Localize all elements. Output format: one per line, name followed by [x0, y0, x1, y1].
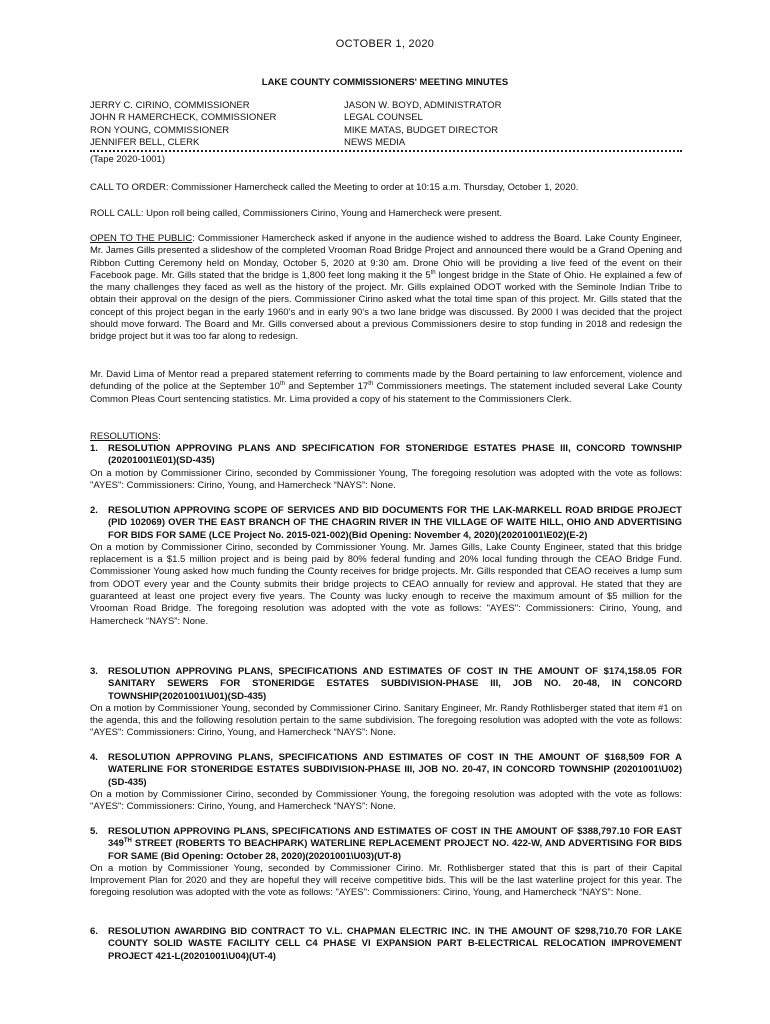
resolution-title: RESOLUTION APPROVING PLANS, SPECIFICATIONS AND ESTIMATES OF COST IN THE AMOUNT OF $168,509 FOR A WATERLINE FOR STONERIDGE ESTATES SUBDIVISION-PHASE III, JOB NO. 20-47, IN CONCORD TOWNSHIP (20201001\U02)(SD-435) — [108, 752, 682, 788]
resolution-body: On a motion by Commissioner Young, seconded by Commissioner Cirino. Mr. Rothlisberger stated that this is part of their Capital Improvement Plan for 2020 and they are hopeful they will receive competitive bids. This will be the last waterline project for this year. The foregoing resolution was adopted with the vote as follows: "AYES": Commissioners: Cirino, Young, and Hamercheck “NAYS”: None. — [90, 862, 682, 899]
resolution-number: 3. — [90, 666, 98, 677]
comment-text: Commissioners meetings. The statement included several Lake County Common Pleas Court sentencing statistics. Mr. Lima provided a copy of his statement to the Commissioners Clerk. — [90, 381, 683, 405]
resolution-body: On a motion by Commissioner Cirino, seconded by Commissioner Young, the foregoing resolution was adopted with the vote as follows: "AYES": Commissioners: Cirino, Young, and Hamercheck “NAYS”: None. — [90, 788, 682, 813]
resolution-number: 5. — [90, 826, 98, 837]
attendee: JENNIFER BELL, CLERK — [90, 136, 200, 148]
ordinal-suffix: th — [430, 269, 436, 276]
open-to-public-section — [90, 233, 682, 344]
resolution-item — [90, 666, 682, 740]
resolutions-heading: RESOLUTIONS — [90, 431, 159, 442]
resolution-body: On a motion by Commissioner Cirino, seconded by Commissioner Young, The foregoing resolution was adopted with the vote as follows: "AYES": Commissioners: Cirino, Young, and Hamercheck “NAYS”: None. — [90, 467, 682, 491]
resolution-item — [90, 505, 682, 628]
open-to-public-text: : Commissioner Hamercheck asked if anyone in the audience wished to address the Board. Lake County Engineer, Mr. James Gills presented a slideshow of the completed Vrooman Road Bridge Project and announced there would be a Grand Opening and Ribbon Cutting Ceremony held on Monday, October 5, 2020 at 9:30 am. Drone Ohio will be providing a live feed of the event on their Facebook page. Mr. Gills stated that the bridge is 1,800 feet long making it the 5 — [90, 233, 682, 281]
resolution-title: RESOLUTION APPROVING PLANS AND SPECIFICATION FOR STONERIDGE ESTATES PHASE III, CONCORD TOWNSHIP (20201001\E01)(SD-435) — [108, 443, 682, 467]
resolution-body: On a motion by Commissioner Cirino, seconded by Commissioner Young. Mr. James Gills, Lake County Engineer, stated that this bridge replacement is a $1.5 million project and is being paid by 80% federal funding and 20% local funding through the CEAO Bridge Fund. Commissioner Young asked how much funding the County receives for bridge projects. Mr. Gills responded that CEAO receives a lump sum from ODOT every year and the County submits their bridge projects to CEAO annually for review and approval. He stated that they are guaranteed at least one project every five years. The County was lucky enough to receive the maximum amount of $5 million for the Vrooman Road Bridge. The foregoing resolution was adopted with the vote as follows: "AYES": Commissioners: Cirino, Young, and Hamercheck “NAYS”: None. — [90, 541, 682, 627]
dotted-divider — [90, 150, 682, 152]
attendee: RON YOUNG, COMMISSIONER — [90, 124, 230, 136]
resolution-title: RESOLUTION AWARDING BID CONTRACT TO V.L. CHAPMAN ELECTRIC INC. IN THE AMOUNT OF $298,710.70 FOR LAKE COUNTY SOLID WASTE FACILITY CELL C4 PHASE VI EXPANSION PART B-ELECTRICAL RELOCATION IMPROVEMENT PROJECT 421-L(20201001\U04)(UT-4) — [108, 926, 682, 962]
attendee: MIKE MATAS, BUDGET DIRECTOR — [344, 124, 498, 136]
attendee: JASON W. BOYD, ADMINISTRATOR — [344, 100, 502, 111]
resolution-item — [90, 926, 682, 963]
public-comment-lima — [90, 369, 682, 406]
resolution-title — [108, 826, 682, 863]
attendee: JOHN R HAMERCHECK, COMMISSIONER — [90, 112, 277, 124]
resolution-title: RESOLUTION APPROVING PLANS, SPECIFICATIONS AND ESTIMATES OF COST IN THE AMOUNT OF $174,158.05 FOR SANITARY SEWERS FOR STONERIDGE ESTATES SUBDIVISION-PHASE III, JOB NO. 20-48, IN CONCORD TOWNSHIP(20201001\U01)(SD-435) — [108, 666, 682, 702]
open-to-public-heading: OPEN TO THE PUBLIC — [90, 233, 193, 244]
attendee: JERRY C. CIRINO, COMMISSIONER — [90, 100, 250, 111]
attendee: NEWS MEDIA — [344, 136, 406, 148]
resolution-number: 2. — [90, 505, 98, 516]
resolutions-heading-row: RESOLUTIONS: — [90, 431, 161, 442]
resolution-title-part: RESOLUTION APPROVING PLANS, SPECIFICATIONS AND ESTIMATES OF COST IN THE AMOUNT OF $388,797.10 FOR EAST 349 — [108, 826, 682, 850]
resolution-body: On a motion by Commissioner Young, seconded by Commissioner Cirino. Sanitary Engineer, Mr. Randy Rothlisberger stated that item #1 on the agenda, this and the following resolution pertain to the same subdivision. The foregoing resolution was adopted with the vote as follows: "AYES": Commissioners: Cirino, Young, and Hamercheck “NAYS”: None. — [90, 702, 682, 739]
comment-text: Mr. David Lima of Mentor read a prepared statement referring to comments made by the Board pertaining to law enforcement, violence and defunding of the police at the September 10 — [90, 369, 682, 393]
call-to-order: CALL TO ORDER: Commissioner Hamercheck called the Meeting to order at 10:15 a.m. Thursday, October 1, 2020. — [90, 182, 579, 193]
attendees-right — [344, 100, 501, 149]
roll-call: ROLL CALL: Upon roll being called, Commissioners Cirino, Young and Hamercheck were present. — [90, 208, 503, 219]
attendees-left — [90, 100, 276, 149]
resolution-number: 4. — [90, 752, 98, 763]
open-to-public-text: longest bridge in the State of Ohio. He explained a few of the many challenges they faced as well as the history of the project. Mr. Gills explained ODOT worked with the Seminole Indian Tribe to obtain their approval on the design of the piers. Commissioner Cirino asked what the total time span of this project. Mr. Gills stated that the concept of this project began in the early 1960’s and in early 90’s a two lane bridge was discussed. By 2000 I was decided that the project should move forward. The Board and Mr. Gills conversed about a previous Commissioners desire to stop funding in 2018 and redesign the bridge project but it was too far along to redesign. — [90, 269, 682, 343]
resolution-item — [90, 443, 682, 492]
ordinal-suffix: th — [368, 381, 374, 388]
tape-number: (Tape 2020-1001) — [90, 154, 165, 165]
resolution-number: 6. — [90, 926, 98, 937]
resolution-title: RESOLUTION APPROVING SCOPE OF SERVICES AND BID DOCUMENTS FOR THE LAK-MARKELL ROAD BRIDGE PROJECT (PID 102069) OVER THE EAST BRANCH OF THE CHAGRIN RIVER IN THE VILLAGE OF WAITE HILL, OHIO AND ADVERTISING FOR BIDS FOR SAME (LCE Project No. 2015-021-002)(Bid Opening: November 4, 2020)(20201001\E02)(E-2) — [108, 505, 682, 541]
ordinal-suffix: TH — [123, 838, 132, 845]
resolution-title-part: STREET (ROBERTS TO BEACHPARK) WATERLINE REPLACEMENT PROJECT NO. 422-W, AND ADVERTISING FOR BIDS FOR SAME (Bid Opening: October 28, 2020)(20201001\U03)(UT-8) — [108, 838, 682, 862]
resolution-item — [90, 826, 682, 900]
attendee: LEGAL COUNSEL — [344, 112, 423, 124]
document-title: LAKE COUNTY COMMISSIONERS' MEETING MINUTES — [261, 77, 509, 88]
resolution-number: 1. — [90, 443, 98, 454]
resolution-item — [90, 752, 682, 813]
meeting-date: OCTOBER 1, 2020 — [335, 38, 435, 50]
comment-text: and September 17 — [284, 381, 369, 393]
ordinal-suffix: th — [279, 381, 285, 388]
